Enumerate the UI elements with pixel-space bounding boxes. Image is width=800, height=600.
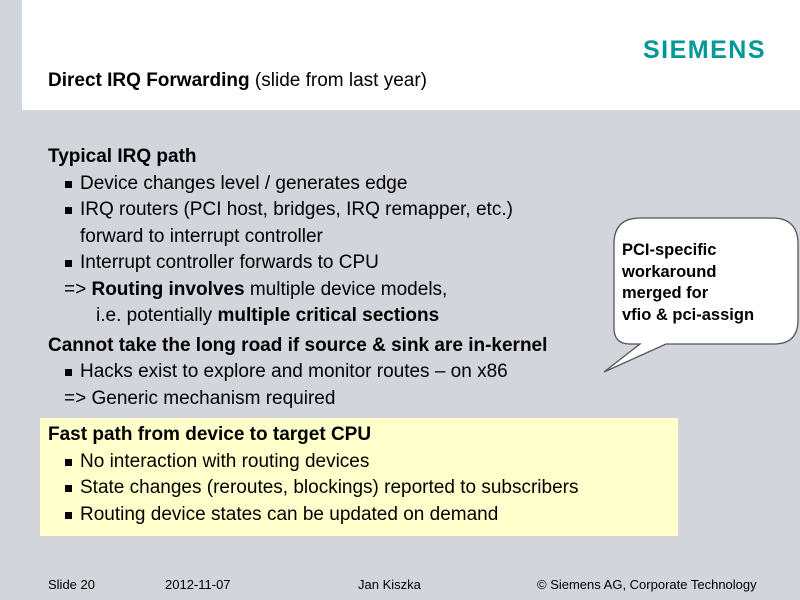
bullet-item [48,449,578,476]
bullet-text: Routing device states can be updated on demand [80,503,499,525]
bullet-square-icon [65,369,72,376]
footer-slide-number: Slide 20 [48,577,95,592]
bullet-square-icon [65,260,72,267]
bullet-square-icon [65,459,72,466]
slide-header [22,0,800,110]
fast-path-section [48,422,578,528]
slide-title-rest: (slide from last year) [249,70,428,91]
conclusion-text: multiple device models, [244,278,448,300]
bullet-text: IRQ routers (PCI host, bridges, IRQ remapper, etc.) [80,199,513,220]
bullet-item [48,171,788,198]
conclusion-line: => Generic mechanism required [64,387,336,409]
emphasis-text: Routing involves [91,278,245,300]
emphasis-text: multiple critical sections [217,305,440,326]
bullet-square-icon [65,207,72,214]
section-heading-long-road: Cannot take the long road if source & sink are in-kernel [48,334,548,356]
callout-line: PCI-specific [622,241,717,259]
bullet-text: Interrupt controller forwards to CPU [80,252,379,273]
callout-line: merged for [622,284,709,302]
section-heading-typical-irq-path: Typical IRQ path [48,146,197,167]
siemens-logo: SIEMENS [642,36,766,64]
callout-line: vfio & pci-assign [622,305,755,324]
bullet-item [48,502,578,529]
slide-title [48,70,427,92]
bullet-square-icon [65,181,72,188]
bullet-text: No interaction with routing devices [80,450,370,472]
bullet-square-icon [65,512,72,519]
section-heading-fast-path: Fast path from device to target CPU [48,424,372,445]
callout-line: workaround [622,262,717,281]
bullet-text: Hacks exist to explore and monitor routes – on x86 [80,361,508,382]
bullet-square-icon [65,485,72,492]
bullet-item [48,475,578,502]
footer-date: 2012-11-07 [165,577,231,592]
footer-author: Jan Kiszka [358,577,421,592]
footer-copyright: © Siemens AG, Corporate Technology [537,577,757,592]
slide-title-bold: Direct IRQ Forwarding [48,70,250,91]
bullet-text: Device changes level / generates edge [80,172,408,194]
conclusion-text: i.e. potentially [96,305,218,326]
bullet-continuation: forward to interrupt controller [80,225,323,247]
arrow-prefix: => [64,278,92,300]
bullet-text: State changes (reroutes, blockings) reported to subscribers [80,477,579,498]
callout-text [622,240,754,326]
